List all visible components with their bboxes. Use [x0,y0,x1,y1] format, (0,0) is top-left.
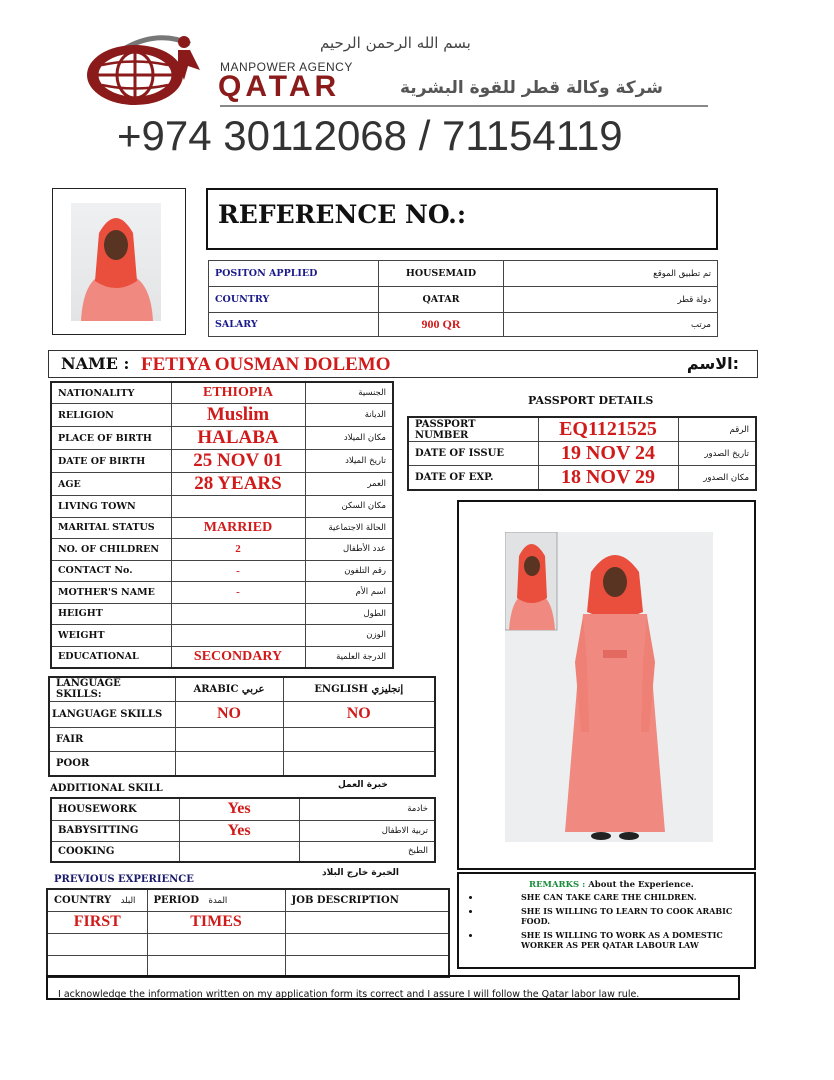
table-row [51,625,393,647]
experience-country-value: FIRST [47,911,147,933]
personal-field-arabic: عدد الأطفال [305,539,393,561]
table-row [51,841,435,862]
poor-english-value [283,751,435,776]
personal-field-label: WEIGHT [51,625,171,647]
person-full-body-icon [505,532,713,842]
table-row [51,560,393,582]
country-column-header [47,889,147,911]
header [80,30,720,110]
acknowledgement-box [46,975,740,1000]
cooking-value [179,841,299,862]
babysitting-value: Yes [179,820,299,841]
table-row [51,496,393,518]
passport-number-arabic: الرقم [678,417,756,442]
table-row [51,539,393,561]
language-skill-label: LANGUAGE SKILLS [49,701,175,727]
experience-table [46,888,450,978]
poor-label: POOR [49,751,175,776]
header-rule [220,105,708,107]
table-row [51,582,393,604]
babysitting-label: BABYSITTING [51,820,179,841]
acknowledgement-text: I acknowledge the information written on my application form its correct and I assure I will follow the Qatar labor law rule. [58,989,640,1000]
personal-field-label: AGE [51,473,171,496]
personal-field-label: EDUCATIONAL [51,646,171,668]
portrait-photo [71,203,161,321]
name-value: FETIYA OUSMAN DOLEMO [141,354,391,375]
expiry-date-arabic: مكان الصدور [678,466,756,491]
personal-field-arabic: الديانة [305,404,393,427]
period-header-arabic: المدة [208,895,228,906]
photo-frame-large [457,500,756,870]
agency-small-title: MANPOWER AGENCY [220,60,353,74]
country-header-arabic: البلد [120,895,136,906]
personal-field-value: 28 YEARS [171,473,305,496]
full-body-photo [505,532,713,842]
table-row [49,727,435,751]
remarks-heading [529,880,746,890]
english-column-header: ENGLISH إنجليزي [283,677,435,701]
country-header-text: COUNTRY [54,894,112,906]
personal-field-arabic: الجنسية [305,382,393,404]
name-arabic-label: الاسم: [686,354,739,373]
person-portrait-icon [71,203,161,321]
experience-job-value [285,911,449,933]
passport-number-label: PASSPORT NUMBER [408,417,538,442]
passport-table [407,416,757,491]
table-row [209,287,718,313]
table-row [49,701,435,727]
position-table [208,260,718,337]
list-item: • SHE IS WILLING TO WORK AS A DOMESTIC WORKER AS PER QATAR LABOUR LAW [481,930,746,950]
table-row [51,404,393,427]
personal-field-value [171,496,305,518]
position-value: HOUSEMAID [379,261,504,287]
table-row [47,911,449,933]
personal-field-value: HALABA [171,427,305,450]
personal-field-value: MARRIED [171,517,305,539]
reference-box [206,188,718,250]
fair-english-value [283,727,435,751]
personal-field-label: MARITAL STATUS [51,517,171,539]
experience-period-value: TIMES [147,911,285,933]
job-description-column-header: JOB DESCRIPTION [285,889,449,911]
country-label: COUNTRY [209,287,379,313]
arabic-column-header: ARABIC عربي [175,677,283,701]
table-row [47,955,449,977]
personal-field-arabic: الحالة الاجتماعية [305,517,393,539]
babysitting-arabic: تربية الاطفال [299,820,435,841]
agency-arabic-name: شركة وكالة قطر للقوة البشرية [400,78,663,98]
globe-logo-icon [80,30,230,110]
personal-field-label: LIVING TOWN [51,496,171,518]
housework-arabic: خادمة [299,798,435,820]
cooking-label: COOKING [51,841,179,862]
table-row [51,473,393,496]
personal-field-label: NATIONALITY [51,382,171,404]
period-column-header [147,889,285,911]
table-row [209,261,718,287]
housework-value: Yes [179,798,299,820]
personal-field-label: NO. OF CHILDREN [51,539,171,561]
personal-field-arabic: مكان الميلاد [305,427,393,450]
salary-label: SALARY [209,313,379,337]
housework-label: HOUSEWORK [51,798,179,820]
phone-number: +974 30112068 / 71154119 [117,112,623,159]
position-label: POSITON APPLIED [209,261,379,287]
issue-date-value: 19 NOV 24 [538,442,678,466]
personal-field-value [171,625,305,647]
expiry-date-label: DATE OF EXP. [408,466,538,491]
poor-arabic-value [175,751,283,776]
personal-field-value: SECONDARY [171,646,305,668]
english-skill-value: NO [283,701,435,727]
table-row [51,603,393,625]
country-arabic: دولة قطر [504,287,718,313]
personal-field-value: 25 NOV 01 [171,450,305,473]
table-row [408,417,756,442]
issue-date-label: DATE OF ISSUE [408,442,538,466]
personal-field-label: MOTHER'S NAME [51,582,171,604]
remarks-box [457,872,756,969]
list-item: • SHE CAN TAKE CARE THE CHILDREN. [481,892,746,902]
language-header-label: LANGUAGE SKILLS: [49,677,175,701]
table-row [49,677,435,701]
agency-title: QATAR [218,70,341,103]
personal-field-arabic: العمر [305,473,393,496]
personal-field-label: HEIGHT [51,603,171,625]
remarks-title: REMARKS : [529,880,586,890]
fair-label: FAIR [49,727,175,751]
personal-field-arabic: الدرجة العلمية [305,646,393,668]
personal-field-value: - [171,582,305,604]
previous-experience-title: PREVIOUS EXPERIENCE [54,874,194,885]
cooking-arabic: الطبخ [299,841,435,862]
name-bar [48,350,758,378]
remarks-list [467,892,746,950]
personal-field-value: Muslim [171,404,305,427]
personal-field-arabic: اسم الأم [305,582,393,604]
table-row [47,933,449,955]
personal-field-value: ETHIOPIA [171,382,305,404]
table-row [51,517,393,539]
arabic-skill-value: NO [175,701,283,727]
passport-number-value: EQ1121525 [538,417,678,442]
table-row [51,798,435,820]
table-row [408,466,756,491]
expiry-date-value: 18 NOV 29 [538,466,678,491]
issue-date-arabic: تاريخ الصدور [678,442,756,466]
personal-field-value: 2 [171,539,305,561]
language-table [48,676,436,777]
position-arabic: تم تطبيق الموقع [504,261,718,287]
personal-field-label: PLACE OF BIRTH [51,427,171,450]
table-row [51,646,393,668]
table-row [209,313,718,337]
fair-arabic-value [175,727,283,751]
table-row [51,427,393,450]
personal-field-arabic: تاريخ الميلاد [305,450,393,473]
salary-arabic: مرتب [504,313,718,337]
table-row [51,820,435,841]
list-item: • SHE IS WILLING TO LEARN TO COOK ARABIC FOOD. [481,906,746,926]
personal-field-arabic: مكان السكن [305,496,393,518]
reference-label: REFERENCE NO.: [218,200,467,229]
personal-field-arabic: الطول [305,603,393,625]
personal-field-arabic: الوزن [305,625,393,647]
table-row [51,450,393,473]
country-value: QATAR [379,287,504,313]
additional-skills-table [50,797,436,863]
bismillah: بسم الله الرحمن الرحيم [320,34,471,52]
personal-details-table [50,381,394,669]
personal-field-arabic: رقم التلفون [305,560,393,582]
salary-value: 900 QR [379,313,504,337]
personal-field-label: RELIGION [51,404,171,427]
personal-field-label: CONTACT No. [51,560,171,582]
remarks-subtitle: About the Experience. [588,880,694,890]
table-row [51,382,393,404]
table-row [49,751,435,776]
name-label: NAME : [61,354,130,373]
passport-title: PASSPORT DETAILS [528,394,654,407]
personal-field-label: DATE OF BIRTH [51,450,171,473]
photo-frame-small [52,188,186,335]
personal-field-value: - [171,560,305,582]
previous-experience-title-arabic: الخبرة خارج البلاد [322,868,399,878]
period-header-text: PERIOD [153,894,200,906]
additional-skill-title-arabic: خبرة العمل [338,780,388,790]
table-row [47,889,449,911]
additional-skill-title: ADDITIONAL SKILL [50,783,163,794]
personal-field-value [171,603,305,625]
table-row [408,442,756,466]
